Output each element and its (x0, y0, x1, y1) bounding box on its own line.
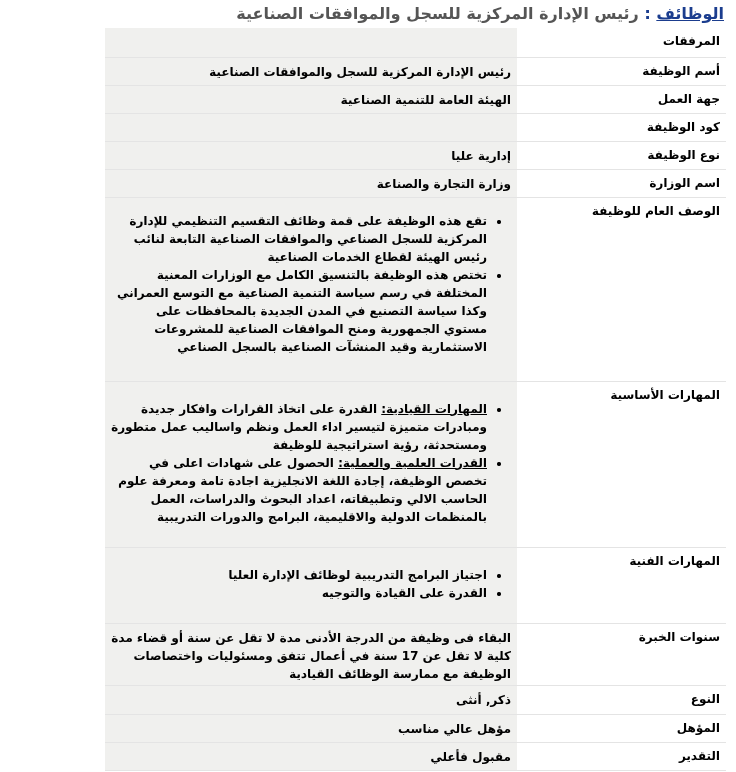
core-skills-list (111, 400, 511, 526)
technical-skills-value (105, 547, 517, 623)
row-job-code (105, 113, 726, 141)
leadership-skills-text: القدرة على اتخاذ القرارات وافكار جديدة ومبادرات متميزة لتيسير اداء العمل ونظم واساليب عمل متطورة ومستحدثة، رؤية استراتيجية للوظيفة (111, 401, 487, 452)
job-code-value (105, 113, 517, 141)
job-details-table (105, 28, 726, 771)
experience-value: البقاء فى وظيفة من الدرجة الأدنى مدة لا تقل عن سنة أو قضاء مدة كلية لا تقل عن 17 سنة في أعمال تتفق ومسئوليات واختصاصات الوظيفة مع ممارسة الوظائف القيادية (105, 623, 517, 685)
list-item: • تختص هذه الوظيفة بالتنسيق الكامل مع الوزارات المعنية المختلفة في رسم سياسة التنمية الصناعية مع التوسع العمراني وكذا سياسة التصنيع في المدن الجديدة بالمحافظات على مستوي الجمهورية ومنح الموافقات الصناعية للمشروعات الاستثمارية وقيد المنشآت الصناعية بالسجل الصناعي (111, 266, 487, 356)
row-experience (105, 623, 726, 685)
jobs-link[interactable]: الوظائف (656, 4, 724, 23)
grade-value: مقبول فأعلي (105, 742, 517, 770)
list-item: • القدرة على القيادة والتوجيه (111, 584, 487, 602)
row-job-name (105, 57, 726, 85)
attachments-value (105, 28, 517, 57)
job-type-label: نوع الوظيفة (517, 141, 726, 169)
job-name-label: أسم الوظيفة (517, 57, 726, 85)
scientific-abilities-title: القدرات العلمية والعملية: (338, 455, 487, 470)
page-title: رئيس الإدارة المركزية للسجل والموافقات الصناعية (236, 4, 639, 23)
technical-skills-label: المهارات الفنية (517, 547, 726, 623)
job-type-value: إدارية عليا (105, 141, 517, 169)
technical-skills-list (111, 566, 511, 602)
row-technical-skills (105, 547, 726, 623)
gender-label: النوع (517, 685, 726, 714)
row-ministry (105, 169, 726, 197)
page-header (0, 0, 736, 28)
qualification-value: مؤهل عالي مناسب (105, 714, 517, 742)
description-value (105, 197, 517, 381)
ministry-value: وزارة التجارة والصناعة (105, 169, 517, 197)
leadership-skills-title: المهارات القيادية: (381, 401, 487, 416)
experience-label: سنوات الخبرة (517, 623, 726, 685)
row-employer (105, 85, 726, 113)
list-item: • اجتياز البرامج التدريبية لوظائف الإدارة العليا (111, 566, 487, 584)
header-separator: : (644, 4, 651, 23)
description-list (111, 212, 511, 356)
row-qualification (105, 714, 726, 742)
row-description (105, 197, 726, 381)
scientific-abilities-text: الحصول على شهادات اعلى في تخصص الوظيفة، إجادة اللغة الانجليزية اجادة تامة ومعرفة علوم الحاسب الالي وتطبيقاته، اعداد البحوث والدراسات، العمل بالمنظمات الدولية والاقليمية، البرامج والدورات التدريبية (118, 455, 487, 524)
row-attachments (105, 28, 726, 57)
grade-label: التقدير (517, 742, 726, 770)
gender-value: ذكر, أنثى (105, 685, 517, 714)
core-skills-label: المهارات الأساسية (517, 381, 726, 547)
row-core-skills (105, 381, 726, 547)
ministry-label: اسم الوزارة (517, 169, 726, 197)
job-name-value: رئيس الإدارة المركزية للسجل والموافقات الصناعية (105, 57, 517, 85)
description-label: الوصف العام للوظيفة (517, 197, 726, 381)
job-code-label: كود الوظيفة (517, 113, 726, 141)
attachments-label: المرفقات (517, 28, 726, 57)
row-grade (105, 742, 726, 770)
row-gender (105, 685, 726, 714)
core-skills-value (105, 381, 517, 547)
list-item (111, 400, 487, 454)
employer-label: جهة العمل (517, 85, 726, 113)
list-item: • تقع هذه الوظيفة على قمة وظائف التقسيم التنظيمي للإدارة المركزية للسجل الصناعي والموافقات الصناعية التابعة لنائب رئيس الهيئة لقطاع الخدمات الصناعية (111, 212, 487, 266)
qualification-label: المؤهل (517, 714, 726, 742)
row-job-type (105, 141, 726, 169)
employer-value: الهيئة العامة للتنمية الصناعية (105, 85, 517, 113)
list-item (111, 454, 487, 526)
